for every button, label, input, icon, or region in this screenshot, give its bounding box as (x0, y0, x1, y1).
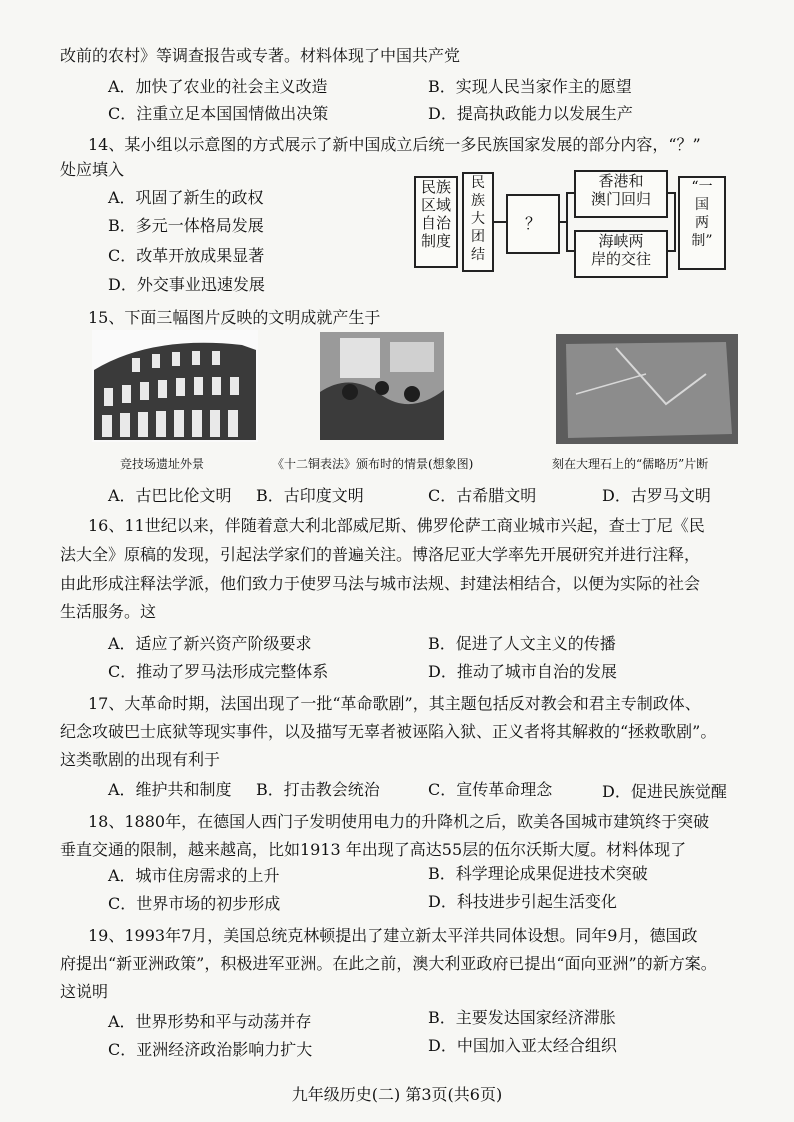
option-b: B．主要发达国家经济滞胀 (428, 1008, 616, 1027)
text-line: 这说明 (60, 982, 109, 1001)
option-d: D．促进民族觉醒 (602, 782, 727, 801)
diagram-box-return: 香港和 澳门回归 (574, 170, 668, 218)
option-c: C．古希腊文明 (428, 486, 537, 505)
option-d: D．科技进步引起生活变化 (428, 892, 617, 911)
option-a: A．世界形势和平与动荡并存 (108, 1012, 312, 1031)
option-a: A．适应了新兴资产阶级要求 (108, 634, 312, 653)
option-c: C．宣传革命理念 (428, 780, 553, 799)
julian-calendar-image (556, 334, 738, 444)
text-line: 纪念攻破巴士底狱等现实事件，以及描写无辜者被诬陷入狱、正义者将其解救的“拯救歌剧”。 (60, 722, 717, 741)
question-19: 19、1993年7月，美国总统克林顿提出了建立新太平洋共同体设想。同年9月，德国政 (88, 926, 698, 945)
option-a: A．古巴比伦文明 (108, 486, 232, 505)
question-15: 15、下面三幅图片反映的文明成就产生于 (88, 308, 381, 327)
marble-fragment-icon (556, 334, 738, 444)
option-c: C．推动了罗马法形成完整体系 (108, 662, 329, 681)
text-line: 垂直交通的限制，越来越高，比如1913 年出现了高达55层的伍尔沃斯大厦。材料体现了 (60, 840, 687, 859)
question-17: 17、大革命时期，法国出现了一批“革命歌剧”，其主题包括反对教会和君主专制政体、 (88, 694, 701, 713)
image-caption: 竞技场遗址外景 (120, 457, 205, 471)
option-d: D．外交事业迅速发展 (108, 275, 265, 294)
diagram-box-strait: 海峡两 岸的交往 (574, 230, 668, 278)
question-14: 14、某小组以示意图的方式展示了新中国成立后统一多民族国家发展的部分内容，“？” (88, 135, 701, 154)
text-line: 改前的农村》等调查报告或专著。材料体现了中国共产党 (60, 46, 461, 65)
question-16: 16、11世纪以来，伴随着意大利北部威尼斯、佛罗伦萨工商业城市兴起，查士丁尼《民 (88, 516, 705, 535)
image-caption: 刻在大理石上的“儒略历”片断 (552, 457, 709, 471)
option-d: D．推动了城市自治的发展 (428, 662, 617, 681)
arrow-line (566, 192, 568, 252)
option-b: B．多元一体格局发展 (108, 216, 264, 235)
option-a: A．城市住房需求的上升 (108, 866, 280, 885)
text-line: 府提出“新亚洲政策”，积极进军亚洲。在此之前，澳大利亚政府已提出“面向亚洲”的新方案。 (60, 954, 717, 973)
option-b: B．打击教会统治 (256, 780, 380, 799)
question-18: 18、1880年，在德国人西门子发明使用电力的升降机之后，欧美各国城市建筑终于突破 (88, 812, 710, 831)
option-b: B．实现人民当家作主的愿望 (428, 77, 632, 96)
arrow-line (566, 192, 574, 194)
text-line: 生活服务。这 (60, 602, 157, 621)
text-line: 由此形成注释法学派，他们致力于使罗马法与城市法规、封建法相结合，以便为实际的社会 (60, 574, 701, 593)
option-c: C．改革开放成果显著 (108, 246, 265, 265)
option-d: D．古罗马文明 (602, 486, 711, 505)
colosseum-icon (92, 330, 258, 442)
diagram-box-unity: 民 族 大 团 结 (462, 172, 494, 272)
option-b: B．科学理论成果促进技术突破 (428, 864, 648, 883)
option-c: C．亚洲经济政治影响力扩大 (108, 1040, 313, 1059)
option-a: A．巩固了新生的政权 (108, 188, 264, 207)
arrow-line (674, 192, 676, 252)
crowd-illustration-icon (320, 332, 444, 440)
diagram-box-autonomy: 民族 区域 自治 制度 (414, 176, 458, 268)
option-b: B．促进了人文主义的传播 (428, 634, 616, 653)
arrow-line (492, 221, 506, 223)
image-caption: 《十二铜表法》颁布时的情景(想象图) (272, 457, 474, 471)
option-c: C．世界市场的初步形成 (108, 894, 281, 913)
option-d: D．中国加入亚太经合组织 (428, 1036, 617, 1055)
text-line: 这类歌剧的出现有利于 (60, 750, 221, 769)
text-line: 法大全》原稿的发现，引起法学家们的普遍关注。博洛尼亚大学率先开展研究并进行注释， (60, 545, 701, 564)
arrow-line (566, 250, 574, 252)
page-footer: 九年级历史(二) 第3页(共6页) (291, 1085, 503, 1104)
option-d: D．提高执政能力以发展生产 (428, 104, 633, 123)
colosseum-image (92, 330, 258, 442)
option-c: C．注重立足本国国情做出决策 (108, 104, 329, 123)
diagram-box-question: ？ (506, 194, 560, 254)
twelve-tables-image (320, 332, 444, 440)
diagram-box-one-country: “一 国 两 制” (678, 176, 726, 270)
option-b: B．古印度文明 (256, 486, 364, 505)
text-line: 处应填入 (60, 160, 125, 179)
option-a: A．加快了农业的社会主义改造 (108, 77, 328, 96)
option-a: A．维护共和制度 (108, 780, 232, 799)
